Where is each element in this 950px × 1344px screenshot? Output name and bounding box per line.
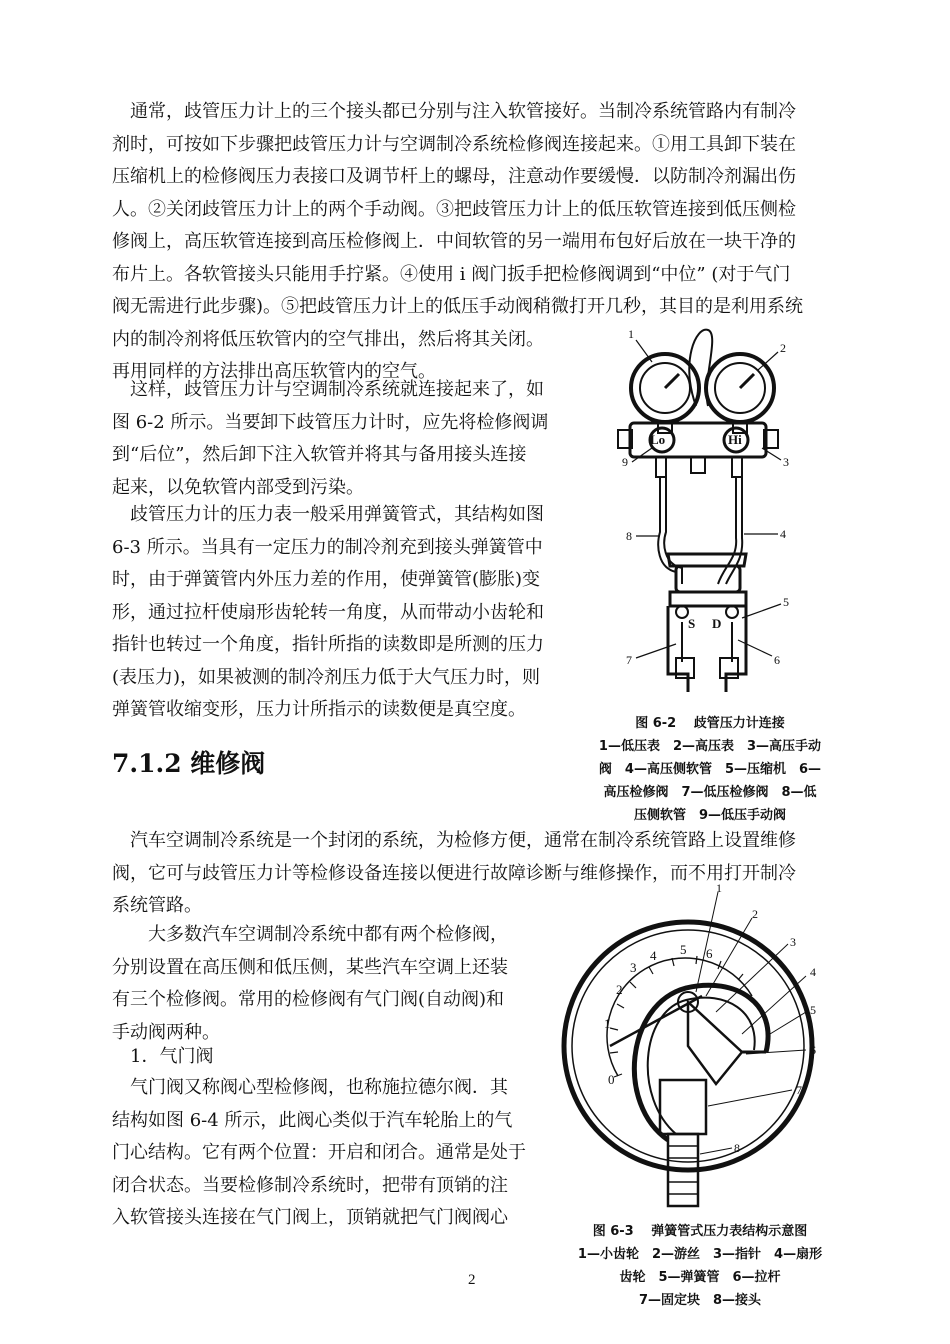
callout-number: 2 [752,907,758,921]
text-line: 这样，歧管压力计与空调制冷系统就连接起来了，如 [112,379,544,400]
paragraph-bourdon-gauge [112,499,582,727]
callout-number: 9 [622,455,628,469]
callout-number: 4 [810,965,816,979]
text-line: 气门阀又称阀心型检修阀，也称施拉德尔阀．其 [112,1077,508,1098]
callout-number: 5 [810,1003,816,1017]
callout-number: 1 [716,884,722,895]
caption-line: 高压检修阀 7—低压检修阀 8—低 [603,785,817,800]
text-line: 1．气门阀 [112,1046,214,1067]
text-line: 修阀上，高压软管连接到高压检修阀上．中间软管的另一端用布包好后放在一块干净的 [112,231,796,252]
gauge-high-label: Hi [728,432,742,447]
figure-6-2-caption [580,712,840,827]
scale-number: 3 [630,960,637,975]
caption-line: 压侧软管 9—低压手动阀 [633,808,787,823]
text-line: 分别设置在高压侧和低压侧，某些汽车空调上还装 [112,956,508,978]
caption-line: 1—小齿轮 2—游丝 3—指针 4—扇形 [577,1247,823,1262]
scale-number: 0 [608,1072,615,1087]
text-line: 形，通过拉杆使扇形齿轮转一角度，从而带动小齿轮和 [112,601,544,623]
text-line: 布片上。各软管接头只能用手拧紧。④使用 i 阀门扳手把检修阀调到“中位” (对于气门 [112,263,791,285]
text-line: 汽车空调制冷系统是一个封闭的系统，为检修方便，通常在制冷系统管路上设置维修 [112,830,796,851]
callout-number: 1 [628,327,634,341]
paragraph-schrader-valve [112,1072,552,1235]
scale-number: 6 [706,946,713,961]
text-line: 入软管接头连接在气门阀上，顶销就把气门阀阀心 [112,1207,508,1228]
text-line: 闭合状态。当要检修制冷系统时，把带有顶销的注 [112,1174,508,1196]
text-line: 阀，它可与歧管压力计等检修设备连接以便进行故障诊断与维修操作，而不用打开制冷 [112,862,796,884]
text-line: 弹簧管收缩变形，压力计所指示的读数便是真空度。 [112,699,526,720]
text-line: 门心结构。它有两个位置：开启和闭合。通常是处于 [112,1142,526,1163]
page-number: 2 [468,1272,476,1288]
subheading-schrader-valve [112,1041,552,1074]
callout-number: 2 [780,341,786,355]
figure-manifold-gauge [596,322,836,706]
scale-number: 2 [616,982,623,997]
callout-number: 6 [774,653,780,667]
caption-line: 阀 4—高压侧软管 5—压缩机 6— [598,762,822,777]
text-line: 起来，以免软管内部受到污染。 [112,476,364,498]
text-line: 结构如图 6-4 所示，此阀心类似于汽车轮胎上的气 [112,1109,513,1131]
caption-title: 图 6-3 弹簧管式压力表结构示意图 [592,1224,808,1239]
text-line: 系统管路。 [112,895,202,916]
text-line: 剂时，可按如下步骤把歧管压力计与空调制冷系统检修阀连接起来。①用工具卸下装在 [112,133,796,155]
text-line: 通常，歧管压力计上的三个接头都已分别与注入软管接好。当制冷系统管路内有制冷 [112,101,796,122]
callout-number: 8 [734,1141,740,1155]
text-line: 再用同样的方法排出高压软管内的空气。 [112,361,436,382]
text-line: 指针也转过一个角度，指针所指的读数即是所测的压力 [112,634,544,655]
paragraph-connected-result [112,374,582,504]
scale-number: 1 [604,1016,611,1031]
text-line: 压缩机上的检修阀压力表接口及调节杆上的螺母，注意动作要缓慢．以防制冷剂漏出伤 [112,166,796,187]
callout-number: 7 [626,653,632,667]
gauge-low-label: Lo [650,432,666,447]
scale-number: 4 [650,948,657,963]
caption-line: 齿轮 5—弹簧管 6—拉杆 [619,1270,781,1285]
text-line: 6-3 所示。当具有一定压力的制冷剂充到接头弹簧管中 [112,536,543,558]
callout-number: 3 [790,935,796,949]
callout-number: 7 [796,1083,802,1097]
scale-number: 5 [680,942,687,957]
caption-title: 图 6-2 歧管压力计连接 [635,716,785,731]
callout-number: 5 [783,595,789,609]
figure-bourdon-gauge [556,884,846,1214]
text-line: 时，由于弹簧管内外压力差的作用，使弹簧管(膨胀)变 [112,569,541,590]
text-line: 有三个检修阀。常用的检修阀有气门阀(自动阀)和 [112,989,505,1010]
callout-number: 3 [783,455,789,469]
figure-6-3-caption [560,1220,840,1312]
callout-number: 8 [626,529,632,543]
paragraph-valve-types [112,919,552,1049]
text-line: 到“后位”，然后卸下注入软管并将其与备用接头连接 [112,444,527,465]
text-line: 内的制冷剂将低压软管内的空气排出，然后将其关闭。 [112,328,544,350]
text-line: (表压力)，如果被测的制冷剂压力低于大气压力时，则 [112,666,541,688]
text-line: 手动阀两种。 [112,1021,220,1043]
valve-d-label: D [712,616,722,631]
callout-number: 6 [810,1043,816,1057]
section-heading: 7.1.2 维修阀 [112,749,266,778]
text-line: 人。②关闭歧管压力计上的两个手动阀。③把歧管压力计上的低压软管连接到低压侧检 [112,198,796,220]
text-line: 大多数汽车空调制冷系统中都有两个检修阀， [112,924,508,945]
text-line: 图 6-2 所示。当要卸下歧管压力计时，应先将检修阀调 [112,411,549,433]
valve-s-label: S [688,616,696,631]
caption-line: 7—固定块 8—接头 [638,1293,762,1308]
caption-line: 1—低压表 2—高压表 3—高压手动 [598,739,822,754]
text-line: 阀无需进行此步骤)。⑤把歧管压力计上的低压手动阀稍微打开几秒，其目的是利用系统 [112,296,804,317]
callout-number: 4 [780,527,786,541]
text-line: 歧管压力计的压力表一般采用弹簧管式，其结构如图 [112,504,544,525]
